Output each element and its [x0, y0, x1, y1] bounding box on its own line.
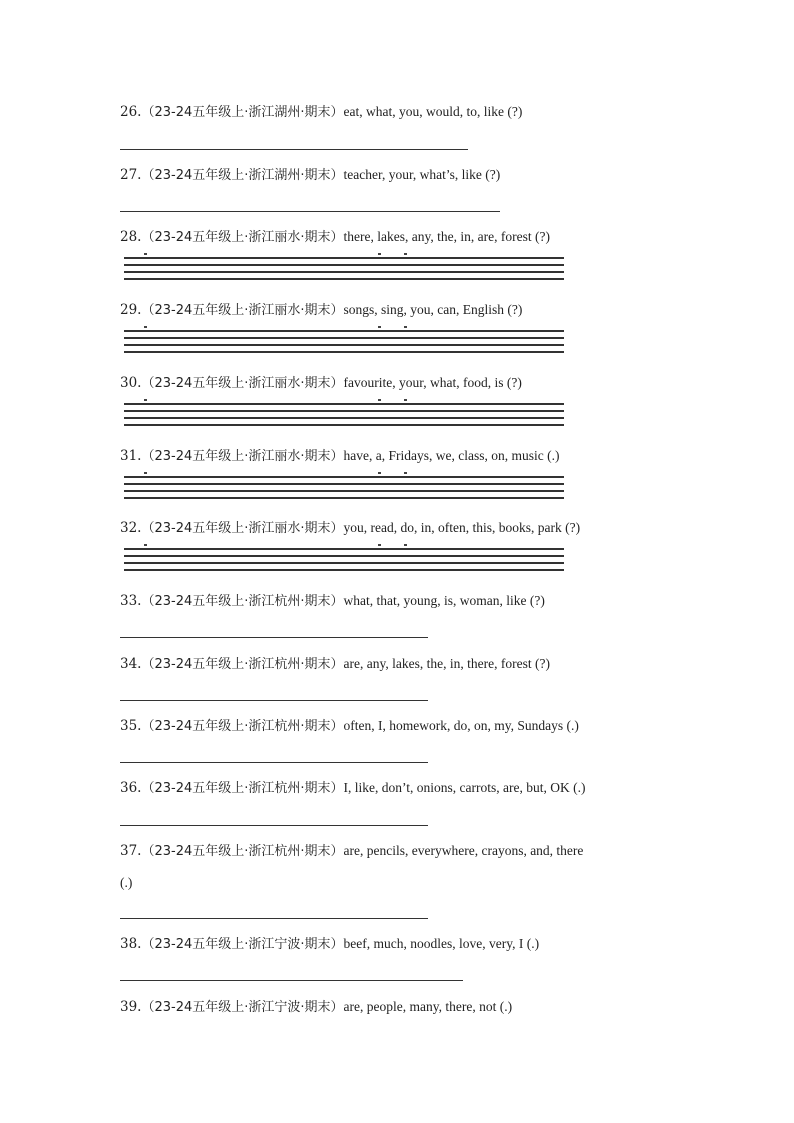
question-source: （23-24五年级上·浙江宁波·期末） — [141, 937, 344, 952]
line-tick — [144, 472, 147, 474]
answer-lines-31[interactable] — [124, 472, 564, 498]
answer-lines-32[interactable] — [124, 544, 564, 570]
answer-line-36[interactable] — [120, 825, 428, 826]
question-39 — [120, 997, 720, 1018]
question-32 — [120, 518, 720, 539]
question-27 — [120, 165, 720, 186]
answer-line-27[interactable] — [120, 211, 500, 212]
question-words: are, any, lakes, the, in, there, forest (?) — [343, 656, 550, 671]
question-number: 30. — [120, 375, 142, 391]
answer-rule — [124, 483, 564, 485]
question-source: （23-24五年级上·浙江宁波·期末） — [141, 1000, 344, 1015]
question-words: there, lakes, any, the, in, are, forest (?) — [343, 229, 550, 244]
line-tick — [404, 544, 407, 546]
line-tick — [378, 472, 381, 474]
question-source: （23-24五年级上·浙江丽水·期末） — [141, 521, 344, 536]
answer-rule — [124, 490, 564, 492]
line-tick — [404, 399, 407, 401]
question-source: （23-24五年级上·浙江湖州·期末） — [141, 168, 344, 183]
question-source: （23-24五年级上·浙江杭州·期末） — [141, 719, 344, 734]
answer-rule — [124, 424, 564, 426]
answer-rule — [124, 271, 564, 273]
question-source: （23-24五年级上·浙江杭州·期末） — [141, 781, 344, 796]
answer-rule — [124, 548, 564, 550]
question-number: 35. — [120, 718, 142, 734]
question-words: favourite, your, what, food, is (?) — [343, 375, 522, 390]
answer-rule — [124, 344, 564, 346]
question-source: （23-24五年级上·浙江杭州·期末） — [141, 657, 344, 672]
question-words: what, that, young, is, woman, like (?) — [343, 593, 545, 608]
answer-rule — [124, 257, 564, 259]
question-number: 37. — [120, 843, 142, 859]
question-number: 39. — [120, 999, 142, 1015]
answer-line-26[interactable] — [120, 149, 468, 150]
line-tick — [144, 253, 147, 255]
question-26 — [120, 102, 720, 123]
question-number: 38. — [120, 936, 142, 952]
question-words: beef, much, noodles, love, very, I (.) — [343, 936, 540, 951]
answer-rule — [124, 417, 564, 419]
question-words: eat, what, you, would, to, like (?) — [343, 104, 523, 119]
question-words: have, a, Fridays, we, class, on, music (.) — [343, 448, 560, 463]
question-number: 28. — [120, 229, 142, 245]
question-30 — [120, 373, 720, 394]
answer-line-37[interactable] — [120, 918, 428, 919]
line-tick — [378, 326, 381, 328]
question-words: are, pencils, everywhere, crayons, and, there — [343, 843, 584, 858]
question-words: teacher, your, what’s, like (?) — [343, 167, 501, 182]
question-source: （23-24五年级上·浙江杭州·期末） — [141, 844, 344, 859]
line-tick — [404, 253, 407, 255]
answer-rule — [124, 410, 564, 412]
line-tick — [378, 544, 381, 546]
question-number: 31. — [120, 448, 142, 464]
question-source: （23-24五年级上·浙江杭州·期末） — [141, 594, 344, 609]
line-tick — [144, 326, 147, 328]
answer-line-35[interactable] — [120, 762, 428, 763]
line-tick — [378, 253, 381, 255]
question-31 — [120, 446, 720, 467]
question-35 — [120, 716, 720, 737]
question-29 — [120, 300, 720, 321]
question-28 — [120, 227, 720, 248]
question-words: songs, sing, you, can, English (?) — [343, 302, 523, 317]
line-tick — [378, 399, 381, 401]
question-38 — [120, 934, 720, 955]
line-tick — [404, 326, 407, 328]
line-tick — [404, 472, 407, 474]
answer-lines-28[interactable] — [124, 253, 564, 279]
answer-rule — [124, 264, 564, 266]
question-number: 32. — [120, 520, 142, 536]
question-source: （23-24五年级上·浙江湖州·期末） — [141, 105, 344, 120]
question-source: （23-24五年级上·浙江丽水·期末） — [141, 376, 344, 391]
question-source: （23-24五年级上·浙江丽水·期末） — [141, 230, 344, 245]
question-number: 36. — [120, 780, 142, 796]
answer-rule — [124, 330, 564, 332]
answer-lines-29[interactable] — [124, 326, 564, 352]
question-number: 26. — [120, 104, 142, 120]
answer-rule — [124, 569, 564, 571]
question-words: are, people, many, there, not (.) — [343, 999, 513, 1014]
question-34 — [120, 654, 720, 675]
answer-line-34[interactable] — [120, 700, 428, 701]
question-words: often, I, homework, do, on, my, Sundays (.) — [343, 718, 579, 733]
answer-rule — [124, 562, 564, 564]
answer-rule — [124, 278, 564, 280]
answer-line-38[interactable] — [120, 980, 463, 981]
answer-line-33[interactable] — [120, 637, 428, 638]
line-tick — [144, 544, 147, 546]
answer-rule — [124, 555, 564, 557]
answer-rule — [124, 351, 564, 353]
question-33 — [120, 591, 720, 612]
question-words: you, read, do, in, often, this, books, park (?) — [343, 520, 581, 535]
answer-lines-30[interactable] — [124, 399, 564, 425]
question-number: 33. — [120, 593, 142, 609]
question-words-continued: (.) — [120, 875, 133, 890]
answer-rule — [124, 337, 564, 339]
question-source: （23-24五年级上·浙江丽水·期末） — [141, 303, 344, 318]
answer-rule — [124, 497, 564, 499]
question-number: 34. — [120, 656, 142, 672]
line-tick — [144, 399, 147, 401]
question-36 — [120, 778, 720, 799]
question-source: （23-24五年级上·浙江丽水·期末） — [141, 449, 344, 464]
answer-rule — [124, 476, 564, 478]
question-number: 29. — [120, 302, 142, 318]
question-37 — [120, 841, 720, 893]
question-number: 27. — [120, 167, 142, 183]
question-words: I, like, don’t, onions, carrots, are, but, OK (.) — [343, 780, 586, 795]
answer-rule — [124, 403, 564, 405]
